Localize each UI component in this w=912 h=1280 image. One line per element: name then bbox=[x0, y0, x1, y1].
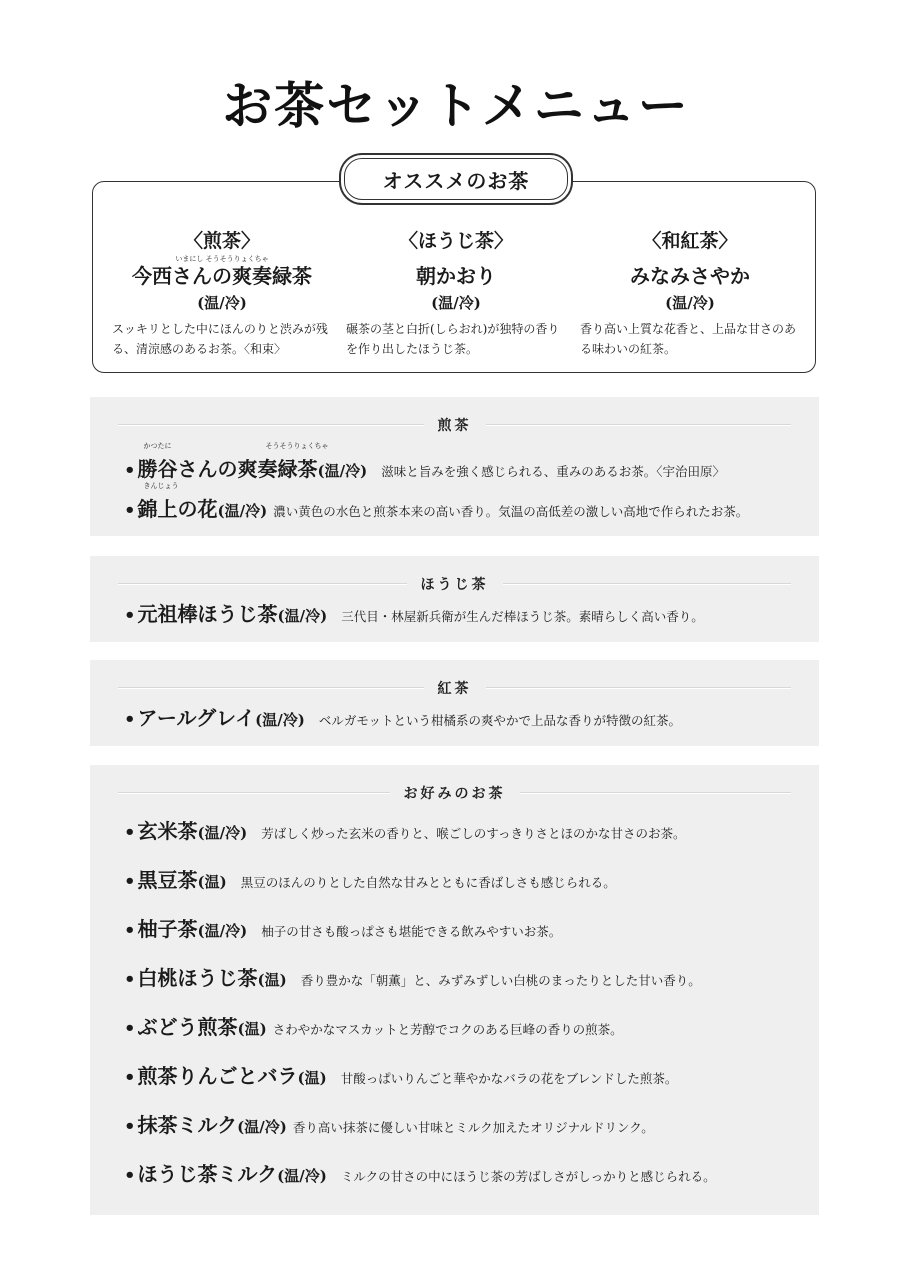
item-name: 元祖棒ほうじ茶 bbox=[137, 602, 278, 626]
item-name: 柚子茶 bbox=[137, 917, 198, 941]
bullet: • bbox=[124, 920, 136, 941]
recommended-desc: 碾茶の茎と白折(しらおれ)が独特の香りを作り出したほうじ茶。 bbox=[346, 322, 560, 356]
recommended-desc: スッキリとした中にほんのりと渋みが残る、清涼感のあるお茶。〈和束〉 bbox=[112, 322, 328, 356]
item-temp: (温/冷) bbox=[317, 462, 368, 480]
section-heading-text: ほうじ茶 bbox=[420, 577, 489, 593]
item-name: 玄米茶 bbox=[137, 819, 198, 843]
recommended-category: 〈和紅茶〉 bbox=[642, 230, 738, 252]
menu-item bbox=[124, 913, 561, 942]
ruby-text: かつたに bbox=[143, 442, 172, 450]
menu-item bbox=[124, 482, 749, 522]
item-name: ぶどう煎茶 bbox=[137, 1015, 238, 1039]
divider bbox=[520, 792, 792, 794]
item-desc: ベルガモットという柑橘系の爽やかで上品な香りが特徴の紅茶。 bbox=[318, 713, 681, 728]
item-desc: 柚子の甘さも酸っぱさも堪能できる飲みやすいお茶。 bbox=[261, 924, 562, 939]
item-desc: 滋味と旨みを強く感じられる、重みのあるお茶。〈宇治田原〉 bbox=[381, 464, 725, 479]
item-temp: (温/冷) bbox=[277, 1167, 327, 1185]
menu-item bbox=[124, 598, 704, 627]
item-desc: 芳ばしく炒った玄米の香りと、喉ごしのすっきりさとほのかな甘さのお茶。 bbox=[261, 826, 686, 841]
bullet: • bbox=[124, 500, 136, 521]
item-desc: ミルクの甘さの中にほうじ茶の芳ばしさがしっかりと感じられる。 bbox=[340, 1169, 716, 1184]
item-temp: (温) bbox=[297, 1069, 327, 1087]
divider bbox=[118, 583, 407, 585]
item-desc: 三代目・林屋新兵衛が生んだ棒ほうじ茶。素晴らしく高い香り。 bbox=[341, 609, 704, 624]
item-temp: (温) bbox=[197, 873, 227, 891]
recommended-item bbox=[346, 226, 566, 359]
menu-title: お茶セットメニュー bbox=[222, 76, 690, 135]
menu-item bbox=[124, 1011, 623, 1040]
divider bbox=[118, 792, 390, 794]
bullet: • bbox=[124, 1018, 136, 1039]
section-heading-text: お好みのお茶 bbox=[403, 786, 506, 802]
ruby-text: いまにし そうそうりょくちゃ bbox=[175, 255, 269, 263]
section-heading bbox=[118, 415, 791, 435]
item-desc: 香り高い抹茶に優しい甘味とミルク加えたオリジナルドリンク。 bbox=[292, 1120, 654, 1135]
item-temp: (温/冷) bbox=[197, 824, 248, 842]
bullet: • bbox=[124, 1067, 136, 1088]
menu-item bbox=[124, 442, 725, 482]
menu-item bbox=[124, 962, 701, 991]
ruby-text: そうそうりょくちゃ bbox=[265, 442, 329, 450]
item-temp: (温) bbox=[257, 971, 287, 989]
section-favorites bbox=[90, 765, 819, 1215]
item-desc: さわやかなマスカットと芳醇でコクのある巨峰の香りの煎茶。 bbox=[272, 1022, 623, 1037]
recommended-temp: (温/冷) bbox=[197, 294, 247, 312]
menu-item bbox=[124, 1060, 677, 1089]
bullet: • bbox=[124, 871, 136, 892]
item-name: 抹茶ミルク bbox=[137, 1113, 238, 1137]
bullet: • bbox=[124, 605, 136, 626]
recommended-category: 〈煎茶〉 bbox=[183, 230, 260, 252]
recommended-name: 朝かおり bbox=[416, 264, 496, 288]
recommended-temp: (温/冷) bbox=[431, 294, 481, 312]
section-hojicha bbox=[90, 556, 819, 642]
item-name: 勝谷さんの爽奏緑茶 かつたに そうそうりょくちゃ bbox=[137, 442, 329, 481]
bullet: • bbox=[124, 709, 136, 730]
item-name: 黒豆茶 bbox=[137, 868, 198, 892]
divider bbox=[486, 424, 792, 426]
item-temp: (温/冷) bbox=[237, 1118, 287, 1136]
recommended-desc: 香り高い上質な花香と、上品な甘さのある味わいの紅茶。 bbox=[580, 322, 797, 356]
menu-item bbox=[124, 702, 681, 731]
item-desc: 黒豆のほんのりとした自然な甘みとともに香ばしさも感じられる。 bbox=[240, 875, 616, 890]
menu-item bbox=[124, 864, 616, 893]
recommended-label: オススメのお茶 bbox=[344, 158, 568, 200]
bullet: • bbox=[124, 822, 136, 843]
menu-item bbox=[124, 815, 685, 844]
menu-item bbox=[124, 1109, 654, 1138]
recommended-item bbox=[112, 226, 332, 359]
item-desc: 甘酸っぱいりんごと華やかなバラの花をブレンドした煎茶。 bbox=[340, 1071, 678, 1086]
menu-item bbox=[124, 1158, 716, 1187]
recommended-name: みなみさやか bbox=[630, 264, 750, 288]
item-name: 煎茶りんごとバラ bbox=[137, 1064, 298, 1088]
divider bbox=[118, 424, 424, 426]
item-name: 白桃ほうじ茶 bbox=[137, 966, 258, 990]
recommended-temp: (温/冷) bbox=[665, 294, 715, 312]
item-temp: (温/冷) bbox=[255, 711, 305, 729]
item-name: ほうじ茶ミルク bbox=[137, 1162, 278, 1186]
recommended-name: 今西さんの爽奏緑茶 bbox=[132, 264, 312, 288]
ruby-text: きんじょう bbox=[143, 482, 179, 490]
section-black-tea bbox=[90, 660, 819, 746]
recommended-category: 〈ほうじ茶〉 bbox=[398, 230, 513, 252]
divider bbox=[503, 583, 792, 585]
section-heading-text: 煎茶 bbox=[437, 418, 472, 434]
bullet: • bbox=[124, 1165, 136, 1186]
item-name: 錦上の花 きんじょう bbox=[137, 482, 218, 521]
bullet: • bbox=[124, 1116, 136, 1137]
item-name: アールグレイ bbox=[137, 706, 256, 730]
item-temp: (温/冷) bbox=[217, 502, 268, 520]
item-temp: (温/冷) bbox=[277, 607, 328, 625]
section-heading bbox=[118, 574, 791, 594]
item-desc: 濃い黄色の水色と煎茶本来の高い香り。気温の高低差の激しい高地で作られたお茶。 bbox=[273, 504, 749, 519]
section-heading-text: 紅茶 bbox=[437, 681, 472, 697]
divider bbox=[486, 687, 792, 689]
item-temp: (温) bbox=[237, 1020, 267, 1038]
bullet: • bbox=[124, 460, 136, 481]
ruby-text bbox=[346, 255, 566, 264]
item-temp: (温/冷) bbox=[197, 922, 248, 940]
section-heading bbox=[118, 678, 791, 698]
section-heading bbox=[118, 783, 791, 803]
section-sencha bbox=[90, 397, 819, 536]
item-desc: 香り豊かな「朝薫」と、みずみずしい白桃のまったりとした甘い香り。 bbox=[300, 973, 701, 988]
divider bbox=[118, 687, 424, 689]
recommended-item bbox=[580, 226, 800, 359]
bullet: • bbox=[124, 969, 136, 990]
ruby-text bbox=[580, 255, 800, 264]
